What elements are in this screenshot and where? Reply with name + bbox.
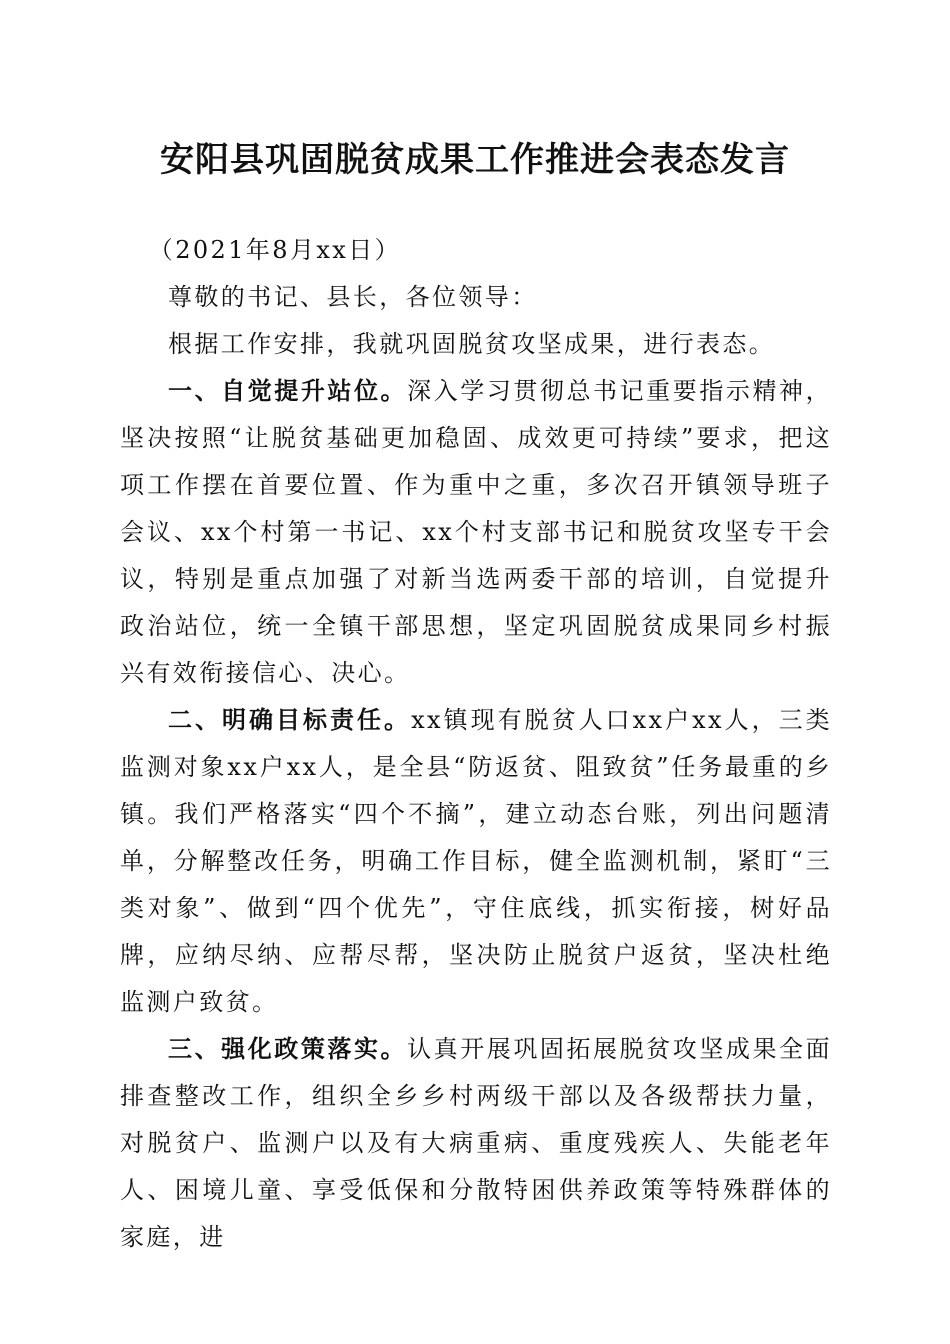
intro-paragraph: 根据工作安排，我就巩固脱贫攻坚成果，进行表态。	[168, 330, 776, 358]
section-text-2: xx镇现有脱贫人口xx户xx人，三类监测对象xx户xx人，是全县“防返贫、阻致贫”任务最重的乡镇。我们严格落实“四个不摘”，建立动态台账，列出问题清单，分解整改任务，明确工作目标，健全监测机制，紧盯“三类对象”、做到“四个优先”，守住底线，抓实衔接，树好品牌，应纳尽纳、应帮尽帮，坚决防止脱贫户返贫，坚决杜绝监测户致贫。	[120, 706, 832, 1016]
document-date: （2021年8月xx日）	[148, 236, 402, 264]
section-heading-3: 三、强化政策落实。	[168, 1035, 408, 1063]
section-paragraph-1	[120, 368, 832, 697]
document-body	[120, 227, 832, 1261]
salutation: 尊敬的书记、县长，各位领导：	[168, 283, 538, 311]
section-paragraph-2	[120, 697, 832, 1026]
document-title: 安阳县巩固脱贫成果工作推进会表态发言	[160, 140, 790, 180]
section-text-1: 深入学习贯彻总书记重要指示精神，坚决按照“让脱贫基础更加稳固、成效更可持续”要求，把这项工作摆在首要位置、作为重中之重，多次召开镇领导班子会议、xx个村第一书记、xx个村支部书记和脱贫攻坚专干会议，特别是重点加强了对新当选两委干部的培训，自觉提升政治站位，统一全镇干部思想，坚定巩固脱贫成果同乡村振兴有效衔接信心、决心。	[120, 377, 832, 687]
section-text-3: 认真开展巩固拓展脱贫攻坚成果全面排查整改工作，组织全乡乡村两级干部以及各级帮扶力量，对脱贫户、监测户以及有大病重病、重度残疾人、失能老年人、困境儿童、享受低保和分散特困供养政策等特殊群体的家庭，进	[120, 1035, 832, 1251]
section-paragraph-3	[120, 1026, 832, 1261]
section-heading-1: 一、自觉提升站位。	[168, 377, 408, 405]
section-heading-2: 二、明确目标责任。	[168, 706, 412, 734]
